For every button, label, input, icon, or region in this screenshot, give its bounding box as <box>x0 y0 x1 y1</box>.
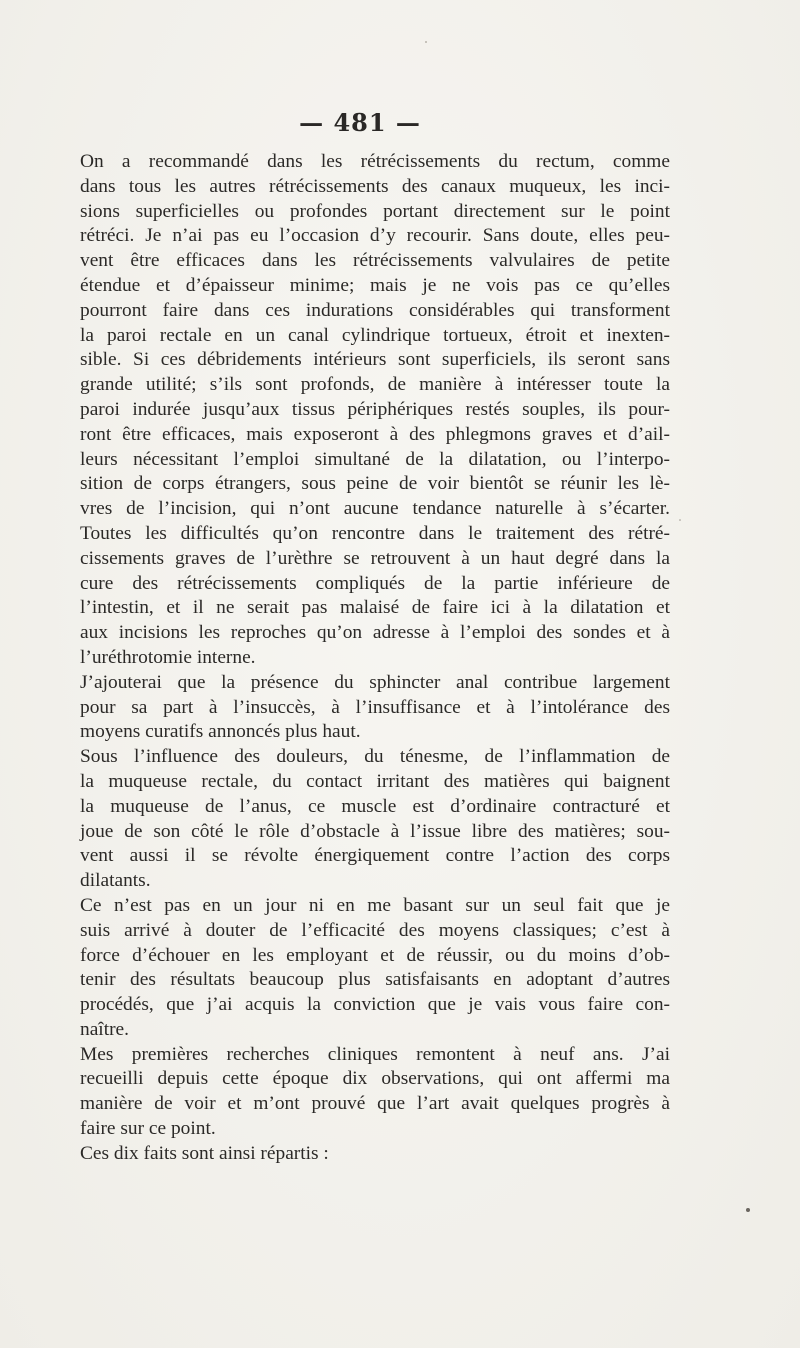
text-line: leurs nécessitant l’emploi simultané de la dilatation, ou l’interpo- <box>80 448 670 470</box>
text-line: sition de corps étrangers, sous peine de voir bientôt se réunir les lè- <box>80 473 670 495</box>
text-line: faire sur ce point. <box>80 1118 216 1140</box>
text-line: procédés, que j’ai acquis la conviction que je vais vous faire con- <box>80 994 670 1016</box>
text-line: Ces dix faits sont ainsi répartis : <box>80 1142 329 1164</box>
text-line: vres de l’incision, qui n’ont aucune tendance naturelle à s’écarter. <box>80 498 670 520</box>
text-line: vent être efficaces dans les rétrécissements valvulaires de petite <box>80 250 670 272</box>
text-line: la muqueuse rectale, du contact irritant des matières qui baignent <box>80 770 670 792</box>
text-line: vent aussi il se révolte énergiquement contre l’action des corps <box>80 845 670 867</box>
text-line: naître. <box>80 1018 129 1040</box>
text-line: suis arrivé à douter de l’efficacité des moyens classiques; c’est à <box>80 919 670 941</box>
text-line: joue de son côté le rôle d’obstacle à l’issue libre des matières; sou- <box>80 820 670 842</box>
text-line: pourront faire dans ces indurations considérables qui transforment <box>80 299 670 321</box>
text-line: recueilli depuis cette époque dix observations, qui ont affermi ma <box>80 1068 670 1090</box>
text-line: moyens curatifs annoncés plus haut. <box>80 721 361 743</box>
text-line: On a recommandé dans les rétrécissements du rectum, comme <box>80 151 670 172</box>
text-line: la paroi rectale en un canal cylindrique tortueux, étroit et inexten- <box>80 324 670 346</box>
speck <box>746 1208 750 1212</box>
speck <box>679 519 681 521</box>
speck <box>425 41 427 43</box>
text-line: cissements graves de l’urèthre se retrouvent à un haut degré dans la <box>80 547 670 569</box>
page-number: — 481 — <box>299 108 421 137</box>
text-line: sible. Si ces débridements intérieurs sont superficiels, ils seront sans <box>80 349 670 371</box>
text-line: tenir des résultats beaucoup plus satisfaisants en adoptant d’autres <box>80 969 670 991</box>
text-line: J’ajouterai que la présence du sphincter anal contribue largement <box>80 671 670 693</box>
text-line: grande utilité; s’ils sont profonds, de manière à intéresser toute la <box>80 374 670 396</box>
text-line: Ce n’est pas en un jour ni en me basant sur un seul fait que je <box>80 894 670 916</box>
text-line: cure des rétrécissements compliqués de la partie inférieure de <box>80 572 670 594</box>
text-line: sions superficielles ou profondes portant directement sur le point <box>80 200 670 222</box>
text-line: ront être efficaces, mais exposeront à des phlegmons graves et d’ail- <box>80 423 670 445</box>
text-line: manière de voir et m’ont prouvé que l’art avait quelques progrès à <box>80 1093 670 1115</box>
text-line: l’uréthrotomie interne. <box>80 646 256 668</box>
body-text <box>80 150 670 1167</box>
text-line: rétréci. Je n’ai pas eu l’occasion d’y recourir. Sans doute, elles peu- <box>80 225 670 247</box>
text-line: paroi indurée jusqu’aux tissus périphériques restés souples, ils pour- <box>80 398 670 420</box>
text-line: Sous l’influence des douleurs, du ténesme, de l’inflammation de <box>80 746 670 768</box>
text-line: l’intestin, et il ne serait pas malaisé de faire ici à la dilatation et <box>80 597 670 619</box>
text-line: étendue et d’épaisseur minime; mais je ne vois pas ce qu’elles <box>80 274 670 296</box>
text-line: pour sa part à l’insuccès, à l’insuffisance et à l’intolérance des <box>80 696 670 718</box>
text-line: dilatants. <box>80 870 151 892</box>
text-line: Mes premières recherches cliniques remontent à neuf ans. J’ai <box>80 1043 670 1065</box>
text-line: Toutes les difficultés qu’on rencontre dans le traitement des rétré- <box>80 522 670 544</box>
text-line: dans tous les autres rétrécissements des canaux muqueux, les inci- <box>80 175 670 197</box>
text-line: aux incisions les reproches qu’on adresse à l’emploi des sondes et à <box>80 622 670 644</box>
text-line: force d’échouer en les employant et de réussir, ou du moins d’ob- <box>80 944 670 966</box>
text-line: la muqueuse de l’anus, ce muscle est d’ordinaire contracturé et <box>80 795 670 817</box>
